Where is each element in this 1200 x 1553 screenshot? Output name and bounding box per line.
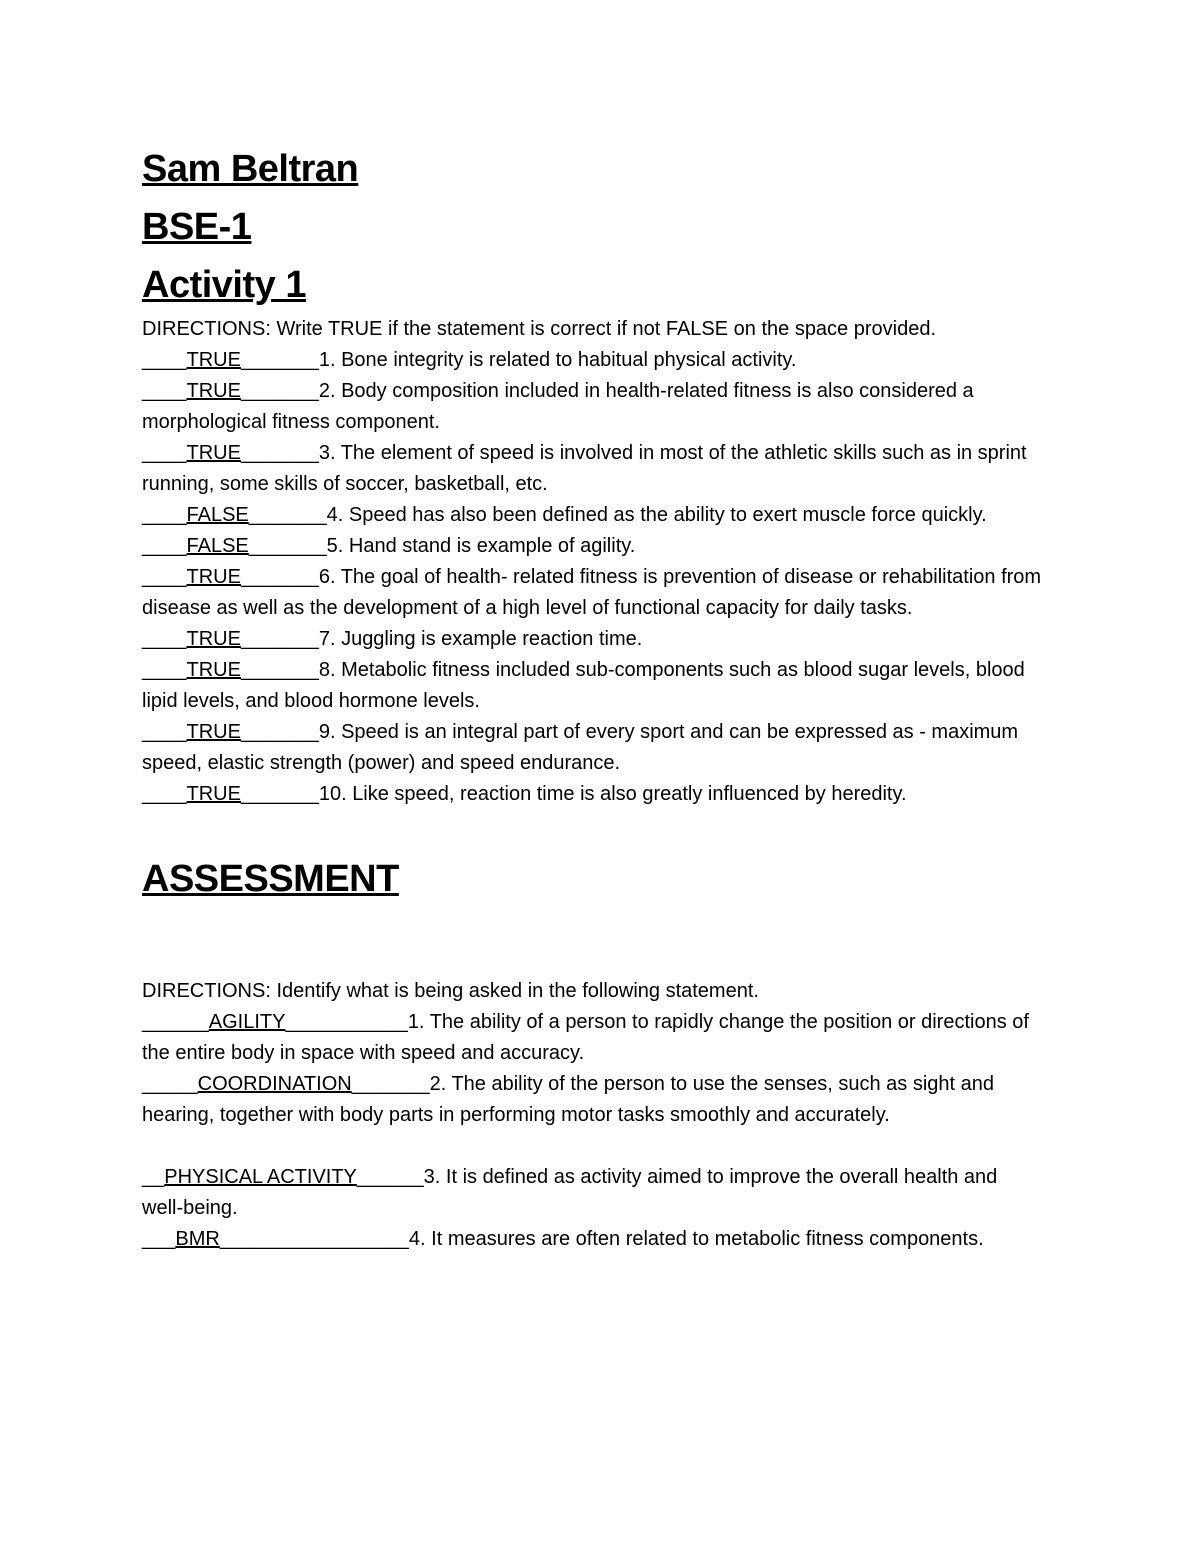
answer-blank-post: ___________ [285, 1011, 408, 1033]
answer-value: TRUE [186, 721, 241, 743]
statement-text: 10. Like speed, reaction time is also greatly influenced by heredity. [318, 783, 907, 805]
answer-blank-post: _______ [240, 721, 319, 743]
assessment-item [142, 1162, 1042, 1224]
answer-blank-post: ______ [356, 1166, 424, 1188]
activity-item [142, 562, 1042, 624]
assessment-directions: DIRECTIONS: Identify what is being asked in the following statement. [142, 980, 759, 1002]
assessment-title: ASSESSMENT [142, 858, 399, 900]
activity-item [142, 345, 1042, 376]
answer-blank-pre: ____ [142, 442, 187, 464]
answer-blank-pre: ______ [142, 1011, 209, 1033]
answer-blank-pre: ____ [142, 721, 187, 743]
statement-text: 7. Juggling is example reaction time. [318, 628, 643, 650]
paragraph-spacer [142, 1131, 1042, 1162]
statement-text: 1. The ability of a person to rapidly change the position or directions of the entire body in space with speed and accuracy. [142, 1011, 1029, 1064]
assessment-item [142, 1069, 1042, 1131]
statement-text: 3. The element of speed is involved in most of the athletic skills such as in sprint running, some skills of soccer, basketball, etc. [142, 442, 1027, 495]
answer-value: TRUE [186, 380, 241, 402]
answer-blank-pre: ____ [142, 659, 187, 681]
answer-blank-post: _______ [240, 349, 319, 371]
answer-value: TRUE [186, 442, 241, 464]
answer-value: TRUE [186, 783, 241, 805]
statement-text: 2. The ability of the person to use the senses, such as sight and hearing, together with body parts in performing motor tasks smoothly and accurately. [142, 1073, 995, 1126]
answer-blank-post: _______ [240, 442, 319, 464]
answer-value: TRUE [186, 349, 241, 371]
answer-blank-post: _______ [248, 535, 327, 557]
answer-value: COORDINATION [197, 1073, 352, 1095]
activity-item [142, 655, 1042, 717]
activity-item [142, 779, 1042, 810]
activity-item-list [142, 345, 1042, 810]
answer-blank-post: _______ [240, 659, 319, 681]
activity-item [142, 500, 1042, 531]
answer-value: TRUE [186, 566, 241, 588]
document-page [142, 140, 1042, 1255]
statement-text: 9. Speed is an integral part of every sport and can be expressed as - maximum speed, elastic strength (power) and speed endurance. [142, 721, 1019, 774]
answer-value: AGILITY [208, 1011, 286, 1033]
answer-value: FALSE [186, 504, 249, 526]
answer-blank-post: _______ [240, 628, 319, 650]
answer-blank-post: _______ [240, 566, 319, 588]
answer-value: TRUE [186, 659, 241, 681]
activity-item [142, 531, 1042, 562]
statement-text: 8. Metabolic fitness included sub-components such as blood sugar levels, blood lipid levels, and blood hormone levels. [142, 659, 1025, 712]
answer-blank-pre: ____ [142, 504, 187, 526]
statement-text: 6. The goal of health- related fitness is prevention of disease or rehabilitation from disease as well as the development of a high level of functional capacity for daily tasks. [142, 566, 1042, 619]
answer-value: BMR [175, 1228, 220, 1250]
answer-blank-pre: ____ [142, 566, 187, 588]
student-section: BSE-1 [142, 206, 252, 248]
answer-blank-pre: ____ [142, 628, 187, 650]
student-name: Sam Beltran [142, 148, 359, 190]
answer-blank-pre: ___ [142, 1228, 176, 1250]
activity-item [142, 717, 1042, 779]
activity-directions: DIRECTIONS: Write TRUE if the statement is correct if not FALSE on the space provided. [142, 318, 937, 340]
assessment-item [142, 1007, 1042, 1069]
activity-title: Activity 1 [142, 264, 306, 306]
statement-text: 2. Body composition included in health-related fitness is also considered a morphological fitness component. [142, 380, 974, 433]
answer-blank-pre: ____ [142, 380, 187, 402]
answer-blank-pre: __ [142, 1166, 165, 1188]
answer-blank-pre: _____ [142, 1073, 198, 1095]
answer-blank-post: _______ [351, 1073, 430, 1095]
activity-item [142, 376, 1042, 438]
assessment-item-list [142, 1007, 1042, 1255]
answer-blank-post: _______ [240, 380, 319, 402]
activity-item [142, 438, 1042, 500]
answer-blank-pre: ____ [142, 349, 187, 371]
answer-value: TRUE [186, 628, 241, 650]
statement-text: 3. It is defined as activity aimed to improve the overall health and well-being. [142, 1166, 998, 1219]
answer-blank-post: _______ [240, 783, 319, 805]
answer-blank-pre: ____ [142, 535, 187, 557]
answer-value: FALSE [186, 535, 249, 557]
answer-blank-pre: ____ [142, 783, 187, 805]
answer-blank-post: _______ [248, 504, 327, 526]
statement-text: 4. It measures are often related to metabolic fitness components. [408, 1228, 984, 1250]
answer-blank-post: _________________ [219, 1228, 409, 1250]
statement-text: 5. Hand stand is example of agility. [326, 535, 636, 557]
statement-text: 1. Bone integrity is related to habitual physical activity. [318, 349, 797, 371]
assessment-item [142, 1224, 1042, 1255]
statement-text: 4. Speed has also been defined as the ability to exert muscle force quickly. [326, 504, 987, 526]
answer-value: PHYSICAL ACTIVITY [164, 1166, 357, 1188]
activity-item [142, 624, 1042, 655]
